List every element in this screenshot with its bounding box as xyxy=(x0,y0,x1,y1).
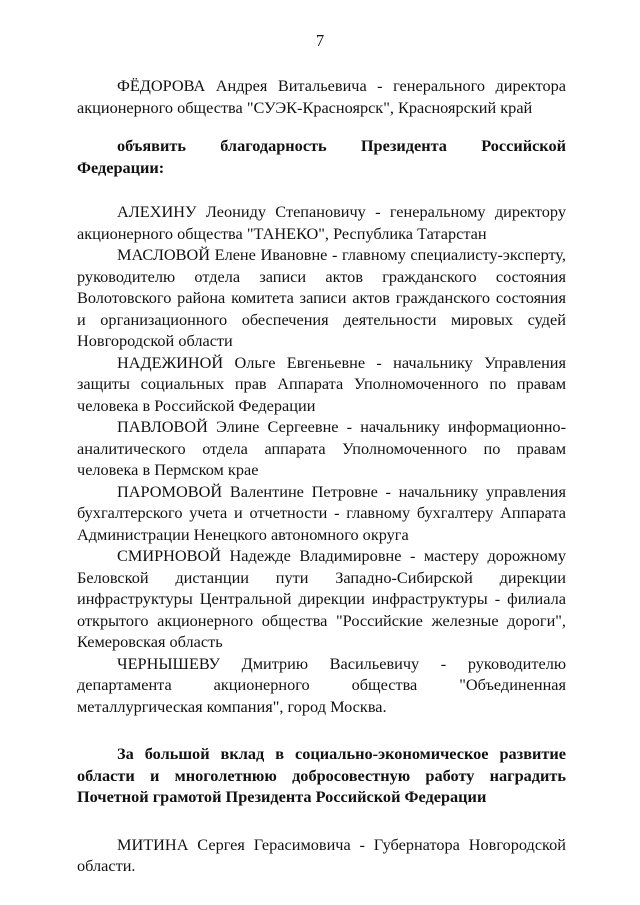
page-number: 7 xyxy=(315,31,325,50)
award-entry-mitin: МИТИНА Сергея Герасимовича - Губернатора Новгородской области. xyxy=(77,834,566,875)
award-entry-paromova: ПАРОМОВОЙ Валентине Петровне - начальнику управления бухгалтерского учета и отчетности - главному бухгалтеру Аппарата Администрации Ненецкого автономного округа xyxy=(77,481,566,544)
award-entry-chernyshev: ЧЕРНЫШЕВУ Дмитрию Васильевичу - руководителю департамента акционерного общества "Объединенная металлургическая компания", город Москва. xyxy=(77,653,566,716)
award-entry-pavlova: ПАВЛОВОЙ Элине Сергеевне - начальнику информационно-аналитического отдела аппарата Уполномоченного по правам человека в Пермском крае xyxy=(77,417,566,479)
section-heading-gratitude: объявить благодарность Президента Российской Федерации: xyxy=(77,136,566,177)
section-heading-certificate: За большой вклад в социально-экономическое развитие области и многолетнюю добросовестную работу наградить Почетной грамотой Президента Российской Федерации xyxy=(77,744,566,806)
award-entry-fedorov: ФЁДОРОВА Андрея Витальевича - генерального директора акционерного общества "СУЭК-Красноярск", Красноярский край xyxy=(77,76,566,117)
award-entry-nadezhina: НАДЕЖИНОЙ Ольге Евгеньевне - начальнику Управления защиты социальных прав Аппарата Уполномоченного по правам человека в Российской Федерации xyxy=(77,352,566,415)
award-entry-alekhin: АЛЕХИНУ Леониду Степановичу - генеральному директору акционерного общества "ТАНЕКО", Республика Татарстан xyxy=(77,202,566,243)
document-body xyxy=(77,75,566,877)
award-entry-smirnova: СМИРНОВОЙ Надежде Владимировне - мастеру дорожному Беловской дистанции пути Западно-Сибирской дирекции инфраструктуры Центральной дирекции инфраструктуры - филиала открытого акционерного общества "Российские железные дороги", Кемеровская область xyxy=(77,546,566,651)
award-entry-maslova: МАСЛОВОЙ Елене Ивановне - главному специалисту-эксперту, руководителю отдела записи актов гражданского состояния Волотовского района комитета записи актов гражданского состояния и организационного обеспечения деятельности мировых судей Новгородской области xyxy=(77,245,566,350)
